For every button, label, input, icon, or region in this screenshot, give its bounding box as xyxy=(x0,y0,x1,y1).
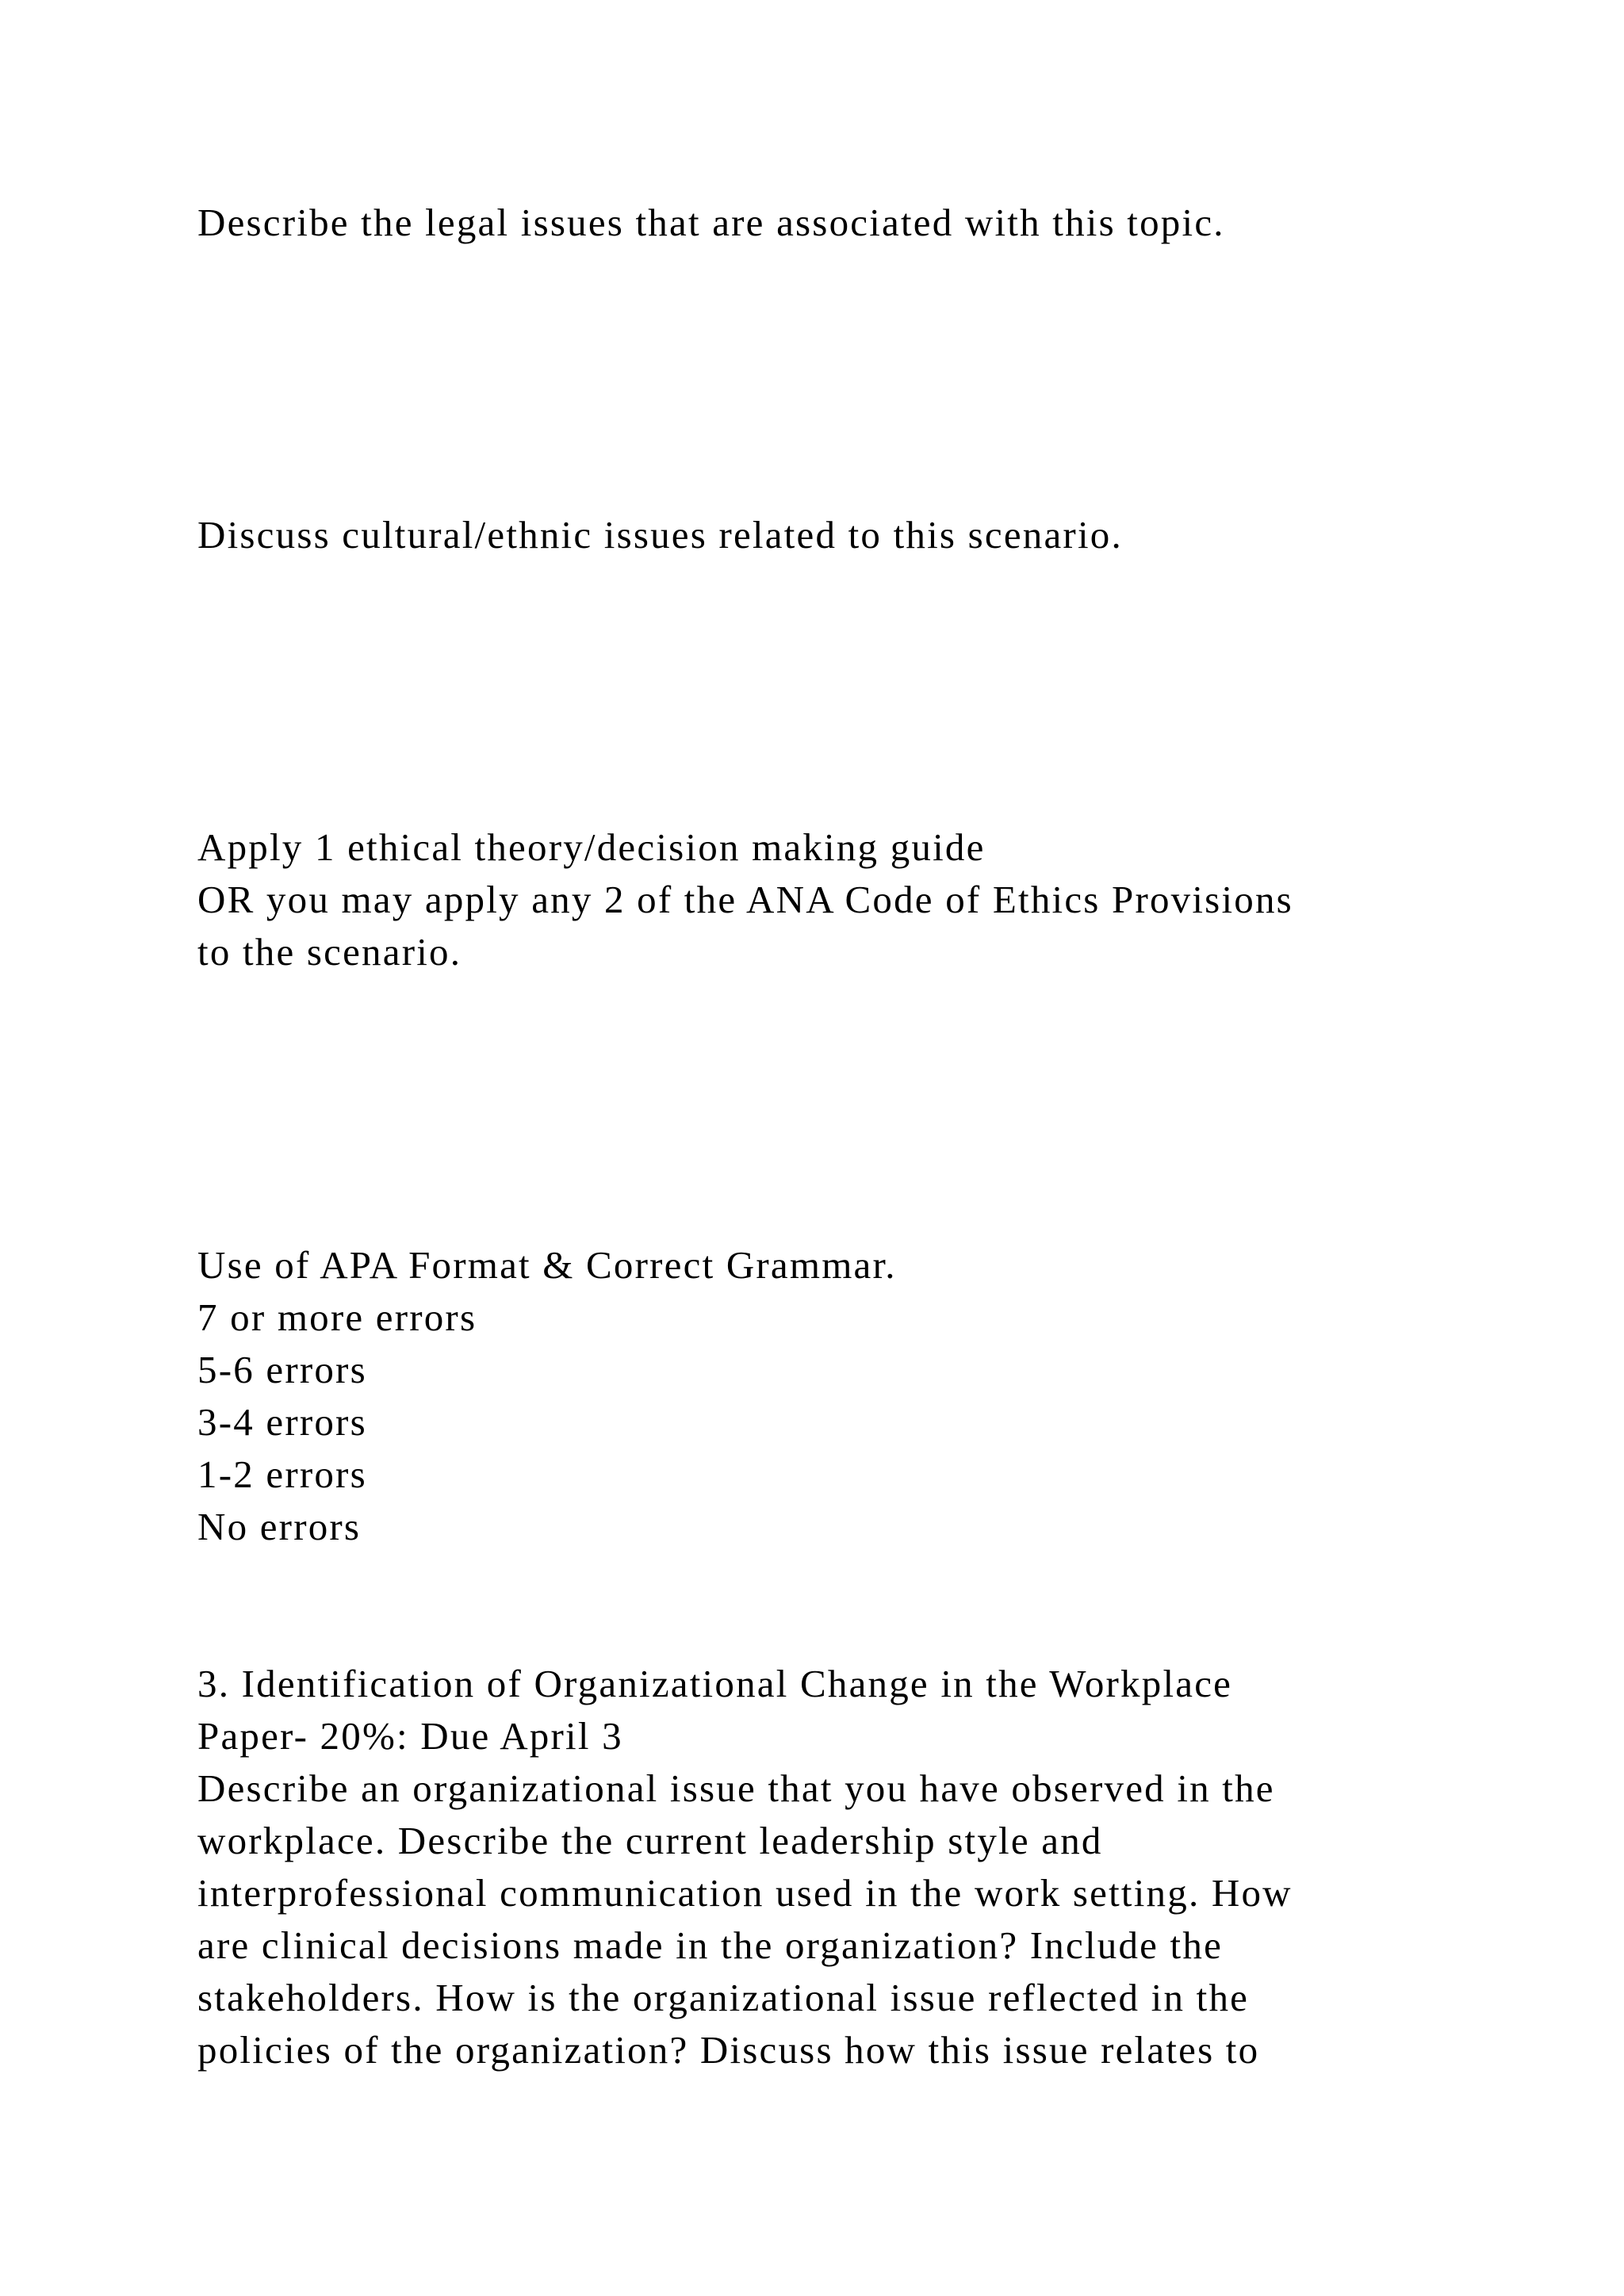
section-3-heading-line-1: 3. Identification of Organizational Change in the Workplace xyxy=(197,1662,1233,1705)
section-3-body-line-2: workplace. Describe the current leadership style and xyxy=(197,1819,1103,1862)
errors-level-2: 5-6 errors xyxy=(197,1348,367,1391)
section-3-body-line-4: are clinical decisions made in the organization? Include the xyxy=(197,1923,1224,1967)
errors-level-1: 7 or more errors xyxy=(197,1295,477,1339)
legal-issues-prompt: Describe the legal issues that are associated with this topic. xyxy=(197,201,1225,244)
section-3-body-line-6: policies of the organization? Discuss how this issue relates to xyxy=(197,2028,1260,2072)
errors-level-4: 1-2 errors xyxy=(197,1452,367,1496)
ethical-theory-prompt-line-2: OR you may apply any 2 of the ANA Code of Ethics Provisions xyxy=(197,878,1293,921)
section-3-heading-line-2: Paper- 20%: Due April 3 xyxy=(197,1714,623,1758)
section-3-body-line-1: Describe an organizational issue that you have observed in the xyxy=(197,1766,1275,1810)
section-3-body-line-3: interprofessional communication used in the work setting. How xyxy=(197,1871,1293,1915)
apa-format-heading: Use of APA Format & Correct Grammar. xyxy=(197,1243,897,1287)
errors-level-3: 3-4 errors xyxy=(197,1400,367,1444)
cultural-issues-prompt: Discuss cultural/ethnic issues related to this scenario. xyxy=(197,513,1123,557)
errors-level-5: No errors xyxy=(197,1505,362,1548)
section-3-body-line-5: stakeholders. How is the organizational issue reflected in the xyxy=(197,1976,1250,2019)
ethical-theory-prompt-line-3: to the scenario. xyxy=(197,930,462,974)
ethical-theory-prompt-line-1: Apply 1 ethical theory/decision making guide xyxy=(197,825,986,869)
